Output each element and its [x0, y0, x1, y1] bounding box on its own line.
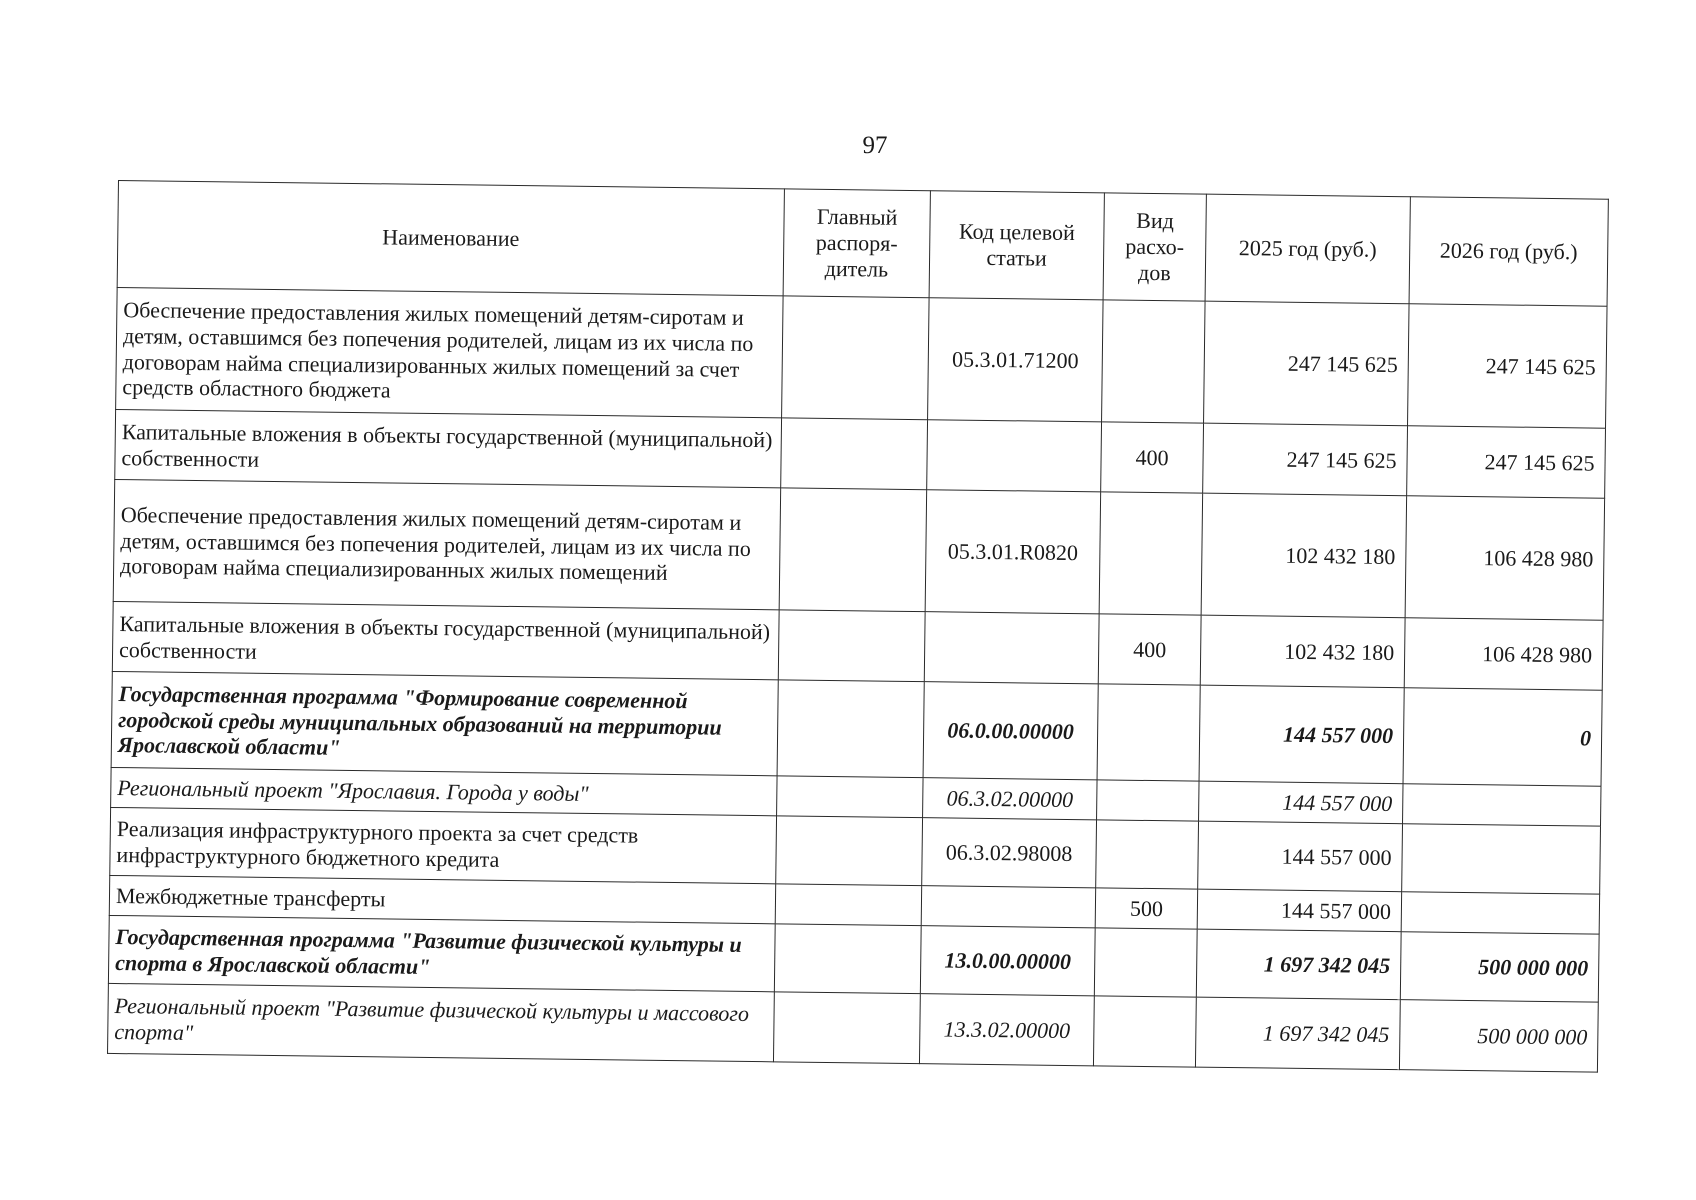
row-vid [1099, 492, 1203, 615]
header-2026: 2026 год (руб.) [1409, 197, 1608, 306]
row-code: 06.3.02.98008 [922, 818, 1097, 888]
row-name: Государственная программа "Формирование современной городской среды муниципальных образований на территории Ярославской области" [111, 671, 778, 775]
row-grs [774, 924, 921, 994]
row-grs [781, 418, 928, 490]
row-2026: 500 000 000 [1399, 1000, 1598, 1072]
row-2025: 144 557 000 [1199, 781, 1403, 824]
header-vid: Вид расхо-дов [1103, 193, 1206, 301]
row-2025: 102 432 180 [1201, 493, 1407, 618]
row-vid: 500 [1095, 888, 1197, 929]
row-name: Межбюджетные трансферты [109, 875, 775, 923]
row-code: 06.0.00.00000 [923, 682, 1098, 780]
row-2026: 500 000 000 [1400, 932, 1599, 1002]
row-vid [1097, 780, 1199, 821]
row-vid [1093, 996, 1196, 1067]
row-code [921, 886, 1095, 928]
header-code: Код целевой статьи [929, 191, 1104, 300]
row-code: 13.3.02.00000 [919, 994, 1094, 1066]
row-2026: 247 145 625 [1408, 304, 1608, 428]
row-grs [782, 296, 930, 420]
row-code: 06.3.02.00000 [923, 778, 1097, 820]
table-header-row [117, 181, 1608, 307]
row-2026 [1403, 784, 1601, 826]
row-2026: 0 [1403, 688, 1602, 786]
row-2025: 144 557 000 [1197, 889, 1401, 932]
row-grs [778, 610, 925, 682]
header-name: Наименование [117, 181, 784, 296]
header-2025: 2025 год (руб.) [1205, 194, 1410, 304]
row-2025: 247 145 625 [1204, 301, 1410, 426]
table-row [113, 479, 1604, 620]
row-code [924, 612, 1099, 684]
row-vid: 400 [1098, 614, 1201, 685]
row-2025: 144 557 000 [1199, 685, 1404, 784]
row-grs [777, 776, 923, 818]
row-2026: 247 145 625 [1407, 426, 1606, 498]
row-2025: 1 697 342 045 [1195, 997, 1400, 1070]
row-name: Региональный проект "Ярославия. Города у воды" [111, 767, 777, 815]
row-2025: 1 697 342 045 [1196, 929, 1401, 1000]
row-name: Капитальные вложения в объекты государственной (муниципальной) собственности [112, 601, 779, 679]
row-code: 05.3.01.71200 [928, 298, 1104, 422]
row-vid [1102, 300, 1206, 423]
row-grs [776, 816, 923, 886]
row-vid [1094, 928, 1197, 997]
row-vid: 400 [1101, 422, 1204, 493]
row-vid [1097, 684, 1200, 781]
row-name: Реализация инфраструктурного проекта за счет средств инфраструктурного бюджетного кредита [110, 807, 777, 883]
table-row-program [111, 671, 1602, 786]
row-2026 [1401, 892, 1599, 934]
row-name: Обеспечение предоставления жилых помещений детям-сиротам и детям, оставшимся без попечения родителей, лицам из их числа по договорам найма специализированных жилых помещений [113, 479, 780, 609]
table-row [116, 287, 1607, 428]
budget-table [107, 180, 1609, 1073]
row-vid [1096, 820, 1199, 889]
row-2025: 144 557 000 [1198, 821, 1403, 892]
row-code [927, 420, 1102, 492]
page-number: 97 [862, 132, 888, 159]
row-grs [777, 680, 924, 778]
row-2026 [1402, 824, 1601, 894]
row-2026: 106 428 980 [1405, 496, 1605, 620]
row-grs [779, 488, 927, 612]
row-code: 05.3.01.R0820 [925, 490, 1101, 614]
row-2026: 106 428 980 [1404, 618, 1603, 690]
row-name: Государственная программа "Развитие физической культуры и спорта в Ярославской области" [108, 915, 775, 991]
header-grs: Главный распоря-дитель [783, 189, 930, 298]
row-grs [775, 884, 921, 926]
row-grs [773, 992, 920, 1064]
row-2025: 102 432 180 [1200, 615, 1405, 688]
row-name: Региональный проект "Развитие физической культуры и массового спорта" [108, 983, 775, 1061]
row-2025: 247 145 625 [1203, 423, 1408, 496]
row-name: Обеспечение предоставления жилых помещений детям-сиротам и детям, оставшимся без попечения родителей, лицам из их числа по договорам найма специализированных жилых помещений за счет средств областного бюджета [116, 287, 783, 417]
row-code: 13.0.00.00000 [920, 926, 1095, 996]
row-name: Капитальные вложения в объекты государственной (муниципальной) собственности [115, 409, 782, 487]
